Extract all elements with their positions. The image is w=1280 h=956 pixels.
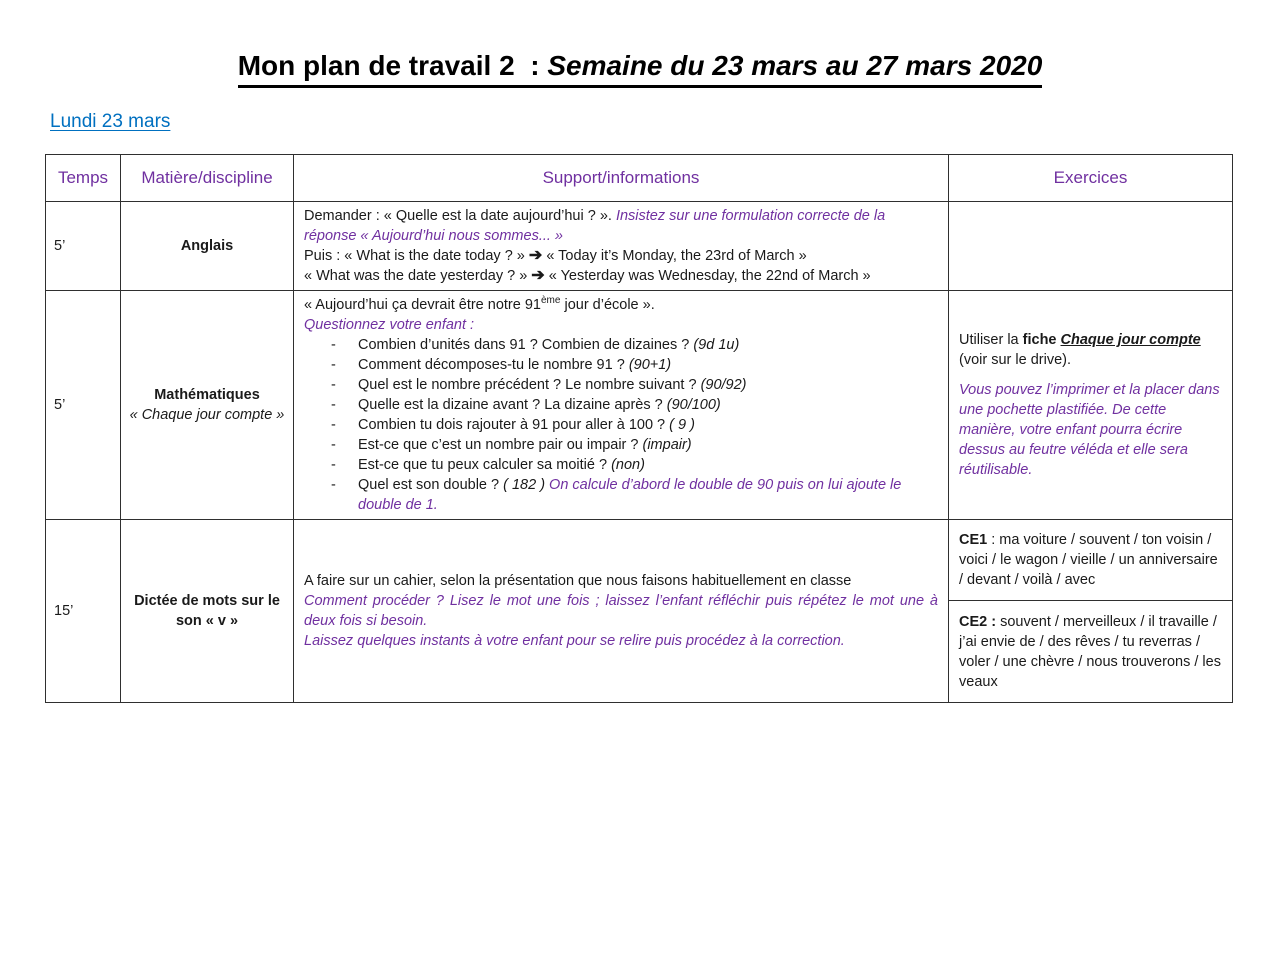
exercices-text-bold: fiche (1022, 332, 1061, 348)
bullet-text (358, 455, 938, 475)
matiere-title: Mathématiques (154, 387, 260, 403)
bullet-item (331, 375, 938, 395)
header-temps: Temps (46, 155, 121, 202)
bullet-item (331, 415, 938, 435)
table-row-dictee (46, 520, 1233, 601)
bullet-item (331, 355, 938, 375)
document-page (0, 50, 1280, 956)
right-arrow-icon: ➔ (531, 267, 545, 284)
fiche-title-text: Chaque jour compte (1060, 332, 1201, 348)
right-arrow-icon: ➔ (528, 247, 543, 264)
matiere-cell-dictee: Dictée de mots sur le son « v » (121, 520, 294, 703)
support-cell-dictee (294, 520, 949, 703)
support-text: « Today it’s Monday, the 23rd of March » (542, 248, 807, 264)
bullet-text (358, 475, 938, 515)
ce1-label: CE1 (959, 532, 988, 548)
question-text: Quelle est la dizaine avant ? La dizaine après ? (358, 397, 667, 413)
support-note-text: Insistez sur une formulation correcte de la réponse « Aujourd’hui nous sommes... » (304, 208, 886, 244)
bullet-text (358, 395, 938, 415)
answer-text: (9d 1u) (693, 337, 740, 353)
support-text: Demander : « Quelle est la date aujourd’hui ? ». (304, 208, 616, 224)
question-text: Combien d’unités dans 91 ? Combien de dizaines ? (358, 337, 694, 353)
bullet-marker: - (331, 357, 336, 373)
exercices-cell-ce1 (949, 520, 1233, 601)
temps-cell-maths: 5’ (46, 291, 121, 520)
question-text: Est-ce que tu peux calculer sa moitié ? (358, 457, 612, 473)
support-note-text: Laissez quelques instants à votre enfant pour se relire puis procédez à la correction. (304, 633, 845, 649)
exercices-text: (voir sur le drive). (959, 352, 1071, 368)
bullet-marker: - (331, 457, 336, 473)
exercices-cell-anglais-empty (949, 202, 1233, 291)
support-text: « Aujourd’hui ça devrait être notre 91 (304, 297, 541, 313)
question-text: Combien tu dois rajouter à 91 pour aller à 100 ? (358, 417, 670, 433)
explanation-text: On calcule d’abord le double de 90 puis on lui ajoute le double de 1. (358, 477, 902, 513)
bullet-item (331, 335, 938, 355)
exercices-cell-maths (949, 291, 1233, 520)
exercices-cell-ce2 (949, 601, 1233, 703)
title-italic-text: Semaine du 23 mars au 27 mars 2020 (547, 50, 1043, 81)
answer-text: (90/92) (700, 377, 747, 393)
header-matiere: Matière/discipline (121, 155, 294, 202)
bullet-text (358, 335, 938, 355)
bullet-text (358, 415, 938, 435)
answer-text: (impair) (642, 437, 692, 453)
answer-text: (90/100) (666, 397, 721, 413)
temps-cell-anglais: 5’ (46, 202, 121, 291)
support-note-text: Comment procéder ? Lisez le mot une fois ; laissez l’enfant réfléchir puis répétez le mot une à deux fois si besoin. (304, 593, 938, 629)
ce2-words: souvent / merveilleux / il travaille / j’ai envie de / des rêves / tu reverras / voler / une chèvre / nous trouverons / les veaux (959, 613, 1221, 690)
answer-text: (90+1) (628, 357, 672, 373)
support-text: A faire sur un cahier, selon la présentation que nous faisons habituellement en classe (304, 573, 852, 589)
bullet-item (331, 435, 938, 455)
ce1-words: : ma voiture / souvent / ton voisin / voici / le wagon / vieille / un anniversaire / devant / voilà / avec (959, 532, 1218, 588)
bullet-item (331, 455, 938, 475)
answer-text: ( 182 ) (503, 477, 550, 493)
exercices-note-text: Vous pouvez l’imprimer et la placer dans une pochette plastifiée. De cette manière, votre enfant pourra écrire dessus au feutre véléda et elle sera réutilisable. (959, 382, 1220, 478)
bullet-item (331, 395, 938, 415)
support-paragraph (304, 246, 938, 266)
matiere-cell-maths (121, 291, 294, 520)
question-text: Est-ce que c’est un nombre pair ou impair ? (358, 437, 643, 453)
support-text: Puis : « What is the date today ? » (304, 248, 529, 264)
title-text: Mon plan de travail 2 : (237, 50, 548, 81)
question-text: Quel est son double ? (358, 477, 504, 493)
question-text: Quel est le nombre précédent ? Le nombre suivant ? (358, 377, 701, 393)
support-text: jour d’école ». (560, 297, 655, 313)
header-exercices: Exercices (949, 155, 1233, 202)
table-header-row (46, 155, 1233, 202)
support-paragraph (304, 266, 938, 286)
table-row-anglais (46, 202, 1233, 291)
bullet-marker: - (331, 337, 336, 353)
support-cell-maths (294, 291, 949, 520)
work-plan-table (45, 154, 1233, 703)
question-text: Comment décomposes-tu le nombre 91 ? (358, 357, 629, 373)
bullet-marker: - (331, 377, 336, 393)
ordinal-superscript: ème (540, 295, 561, 307)
matiere-cell-anglais: Anglais (121, 202, 294, 291)
bullet-marker: - (331, 477, 336, 493)
support-text: « What was the date yesterday ? » (304, 268, 532, 284)
support-paragraph (304, 206, 938, 246)
day-heading: Lundi 23 mars (50, 111, 171, 132)
support-cell-anglais (294, 202, 949, 291)
page-title-underline (238, 50, 1043, 88)
bullet-text (358, 375, 938, 395)
answer-text: ( 9 ) (669, 417, 695, 433)
support-note-text: Questionnez votre enfant : (304, 317, 475, 333)
answer-text: (non) (611, 457, 645, 473)
ce2-label: CE2 : (959, 613, 997, 630)
bullet-text (358, 355, 938, 375)
header-support: Support/informations (294, 155, 949, 202)
bullet-marker: - (331, 397, 336, 413)
bullet-marker: - (331, 417, 336, 433)
support-text: « Yesterday was Wednesday, the 22nd of March » (544, 268, 871, 284)
temps-cell-dictee: 15’ (46, 520, 121, 703)
exercices-text: Utiliser la (959, 332, 1023, 348)
table-row-maths (46, 291, 1233, 520)
page-title (0, 50, 1280, 88)
support-paragraph (304, 295, 938, 315)
bullet-marker: - (331, 437, 336, 453)
exercices-paragraph (959, 330, 1222, 370)
bullet-item (331, 475, 938, 515)
bullet-text (358, 435, 938, 455)
matiere-subtitle: « Chaque jour compte » (129, 407, 285, 423)
